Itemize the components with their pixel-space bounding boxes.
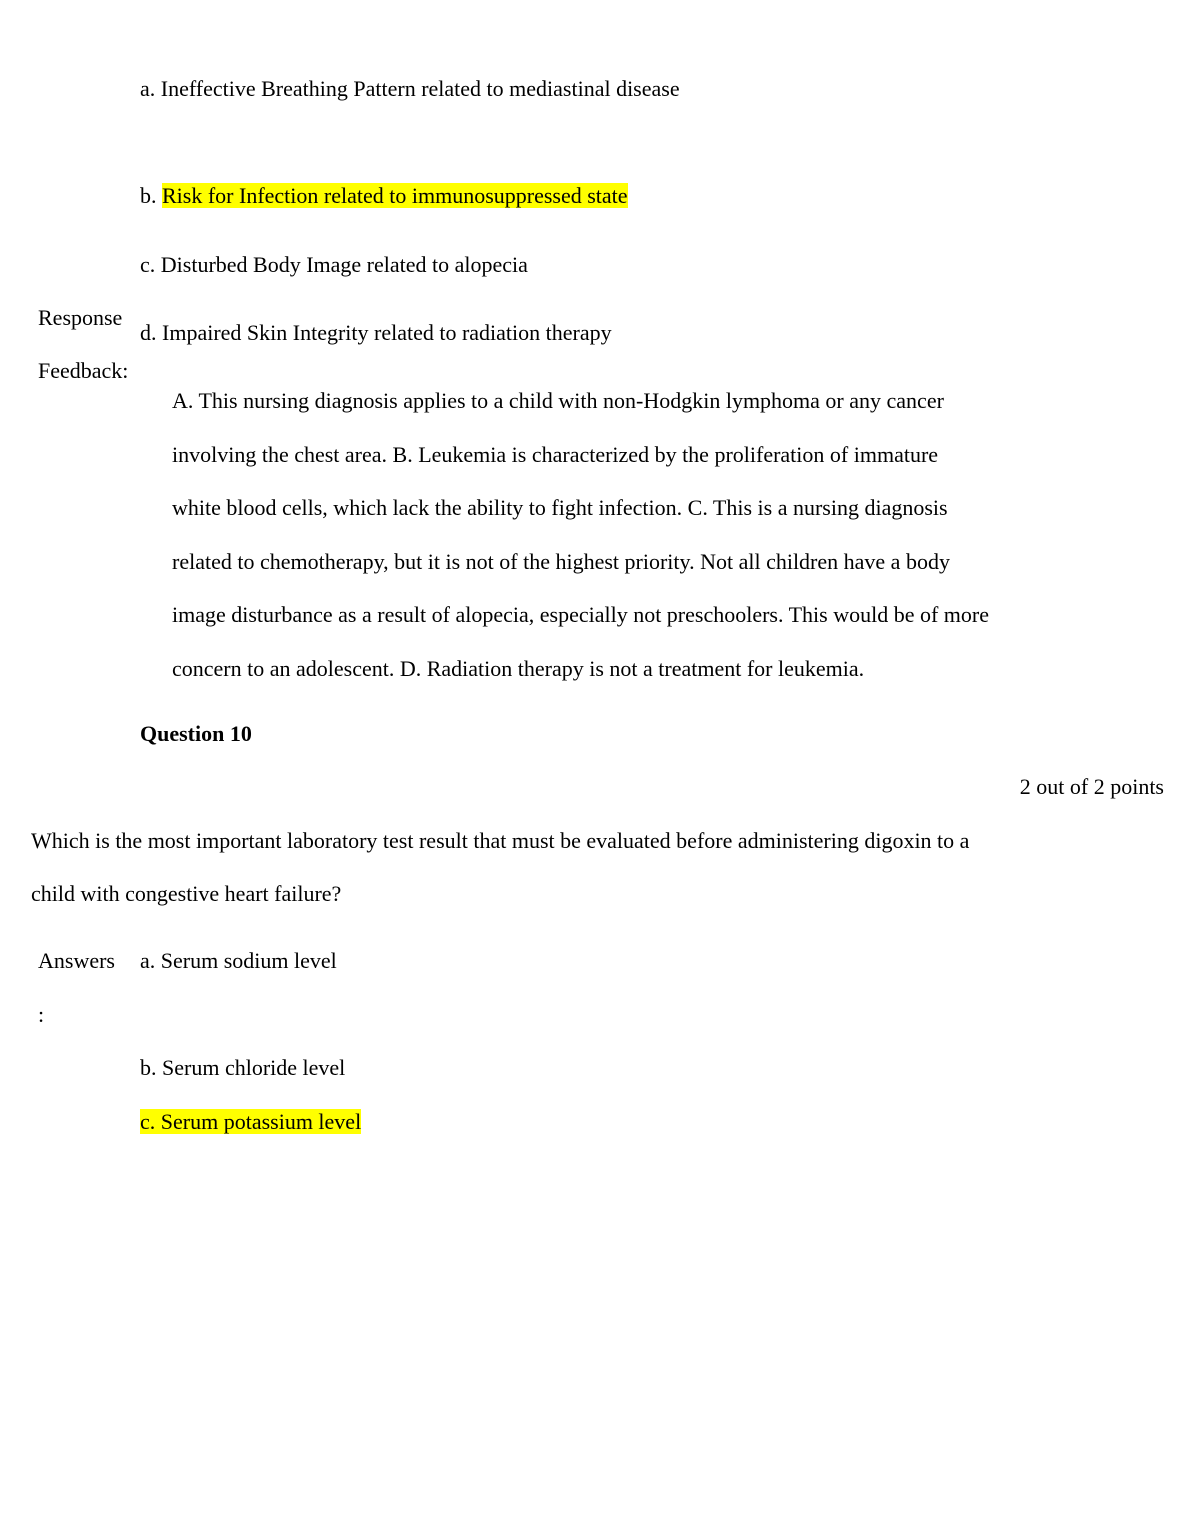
answer-b: b. Serum chloride level: [140, 1055, 346, 1080]
question-heading: Question 10: [140, 721, 252, 746]
choice-b: [140, 183, 628, 209]
choice-b-text-highlighted: Risk for Infection related to immunosuppressed state: [162, 183, 628, 208]
answer-c-highlighted: [140, 1109, 361, 1135]
answers-label: Answers: [38, 948, 115, 973]
choice-b-letter: b.: [140, 183, 157, 208]
feedback-line: image disturbance as a result of alopecia, especially not preschoolers. This would be of more: [172, 602, 989, 627]
answer-c-text: c. Serum potassium level: [140, 1109, 362, 1134]
choice-c-letter: c.: [140, 252, 156, 277]
feedback-label: Feedback:: [38, 358, 129, 383]
choice-d-letter: d.: [140, 320, 157, 345]
choice-c: [140, 252, 528, 278]
choice-a: [140, 76, 680, 102]
feedback-line: concern to an adolescent. D. Radiation therapy is not a treatment for leukemia.: [172, 656, 865, 681]
choice-c-text: Disturbed Body Image related to alopecia: [160, 252, 528, 277]
choice-d-text: Impaired Skin Integrity related to radiation therapy: [162, 320, 612, 345]
feedback-line: involving the chest area. B. Leukemia is characterized by the proliferation of immature: [172, 442, 939, 467]
response-label: Response: [38, 305, 123, 330]
choice-a-text: Ineffective Breathing Pattern related to mediastinal disease: [160, 76, 680, 101]
question-text-line: Which is the most important laboratory test result that must be evaluated before administering digoxin to a: [31, 828, 970, 853]
answers-label-colon: :: [38, 1002, 45, 1027]
choice-d: [140, 320, 612, 346]
feedback-line: related to chemotherapy, but it is not of the highest priority. Not all children have a body: [172, 549, 950, 574]
choice-a-letter: a.: [140, 76, 156, 101]
feedback-line: A. This nursing diagnosis applies to a child with non-Hodgkin lymphoma or any cancer: [172, 388, 944, 413]
question-text-line: child with congestive heart failure?: [31, 881, 342, 906]
feedback-line: white blood cells, which lack the ability to fight infection. C. This is a nursing diagnosis: [172, 495, 948, 520]
answer-a: a. Serum sodium level: [140, 948, 337, 973]
points-score: 2 out of 2 points: [1019, 774, 1164, 799]
